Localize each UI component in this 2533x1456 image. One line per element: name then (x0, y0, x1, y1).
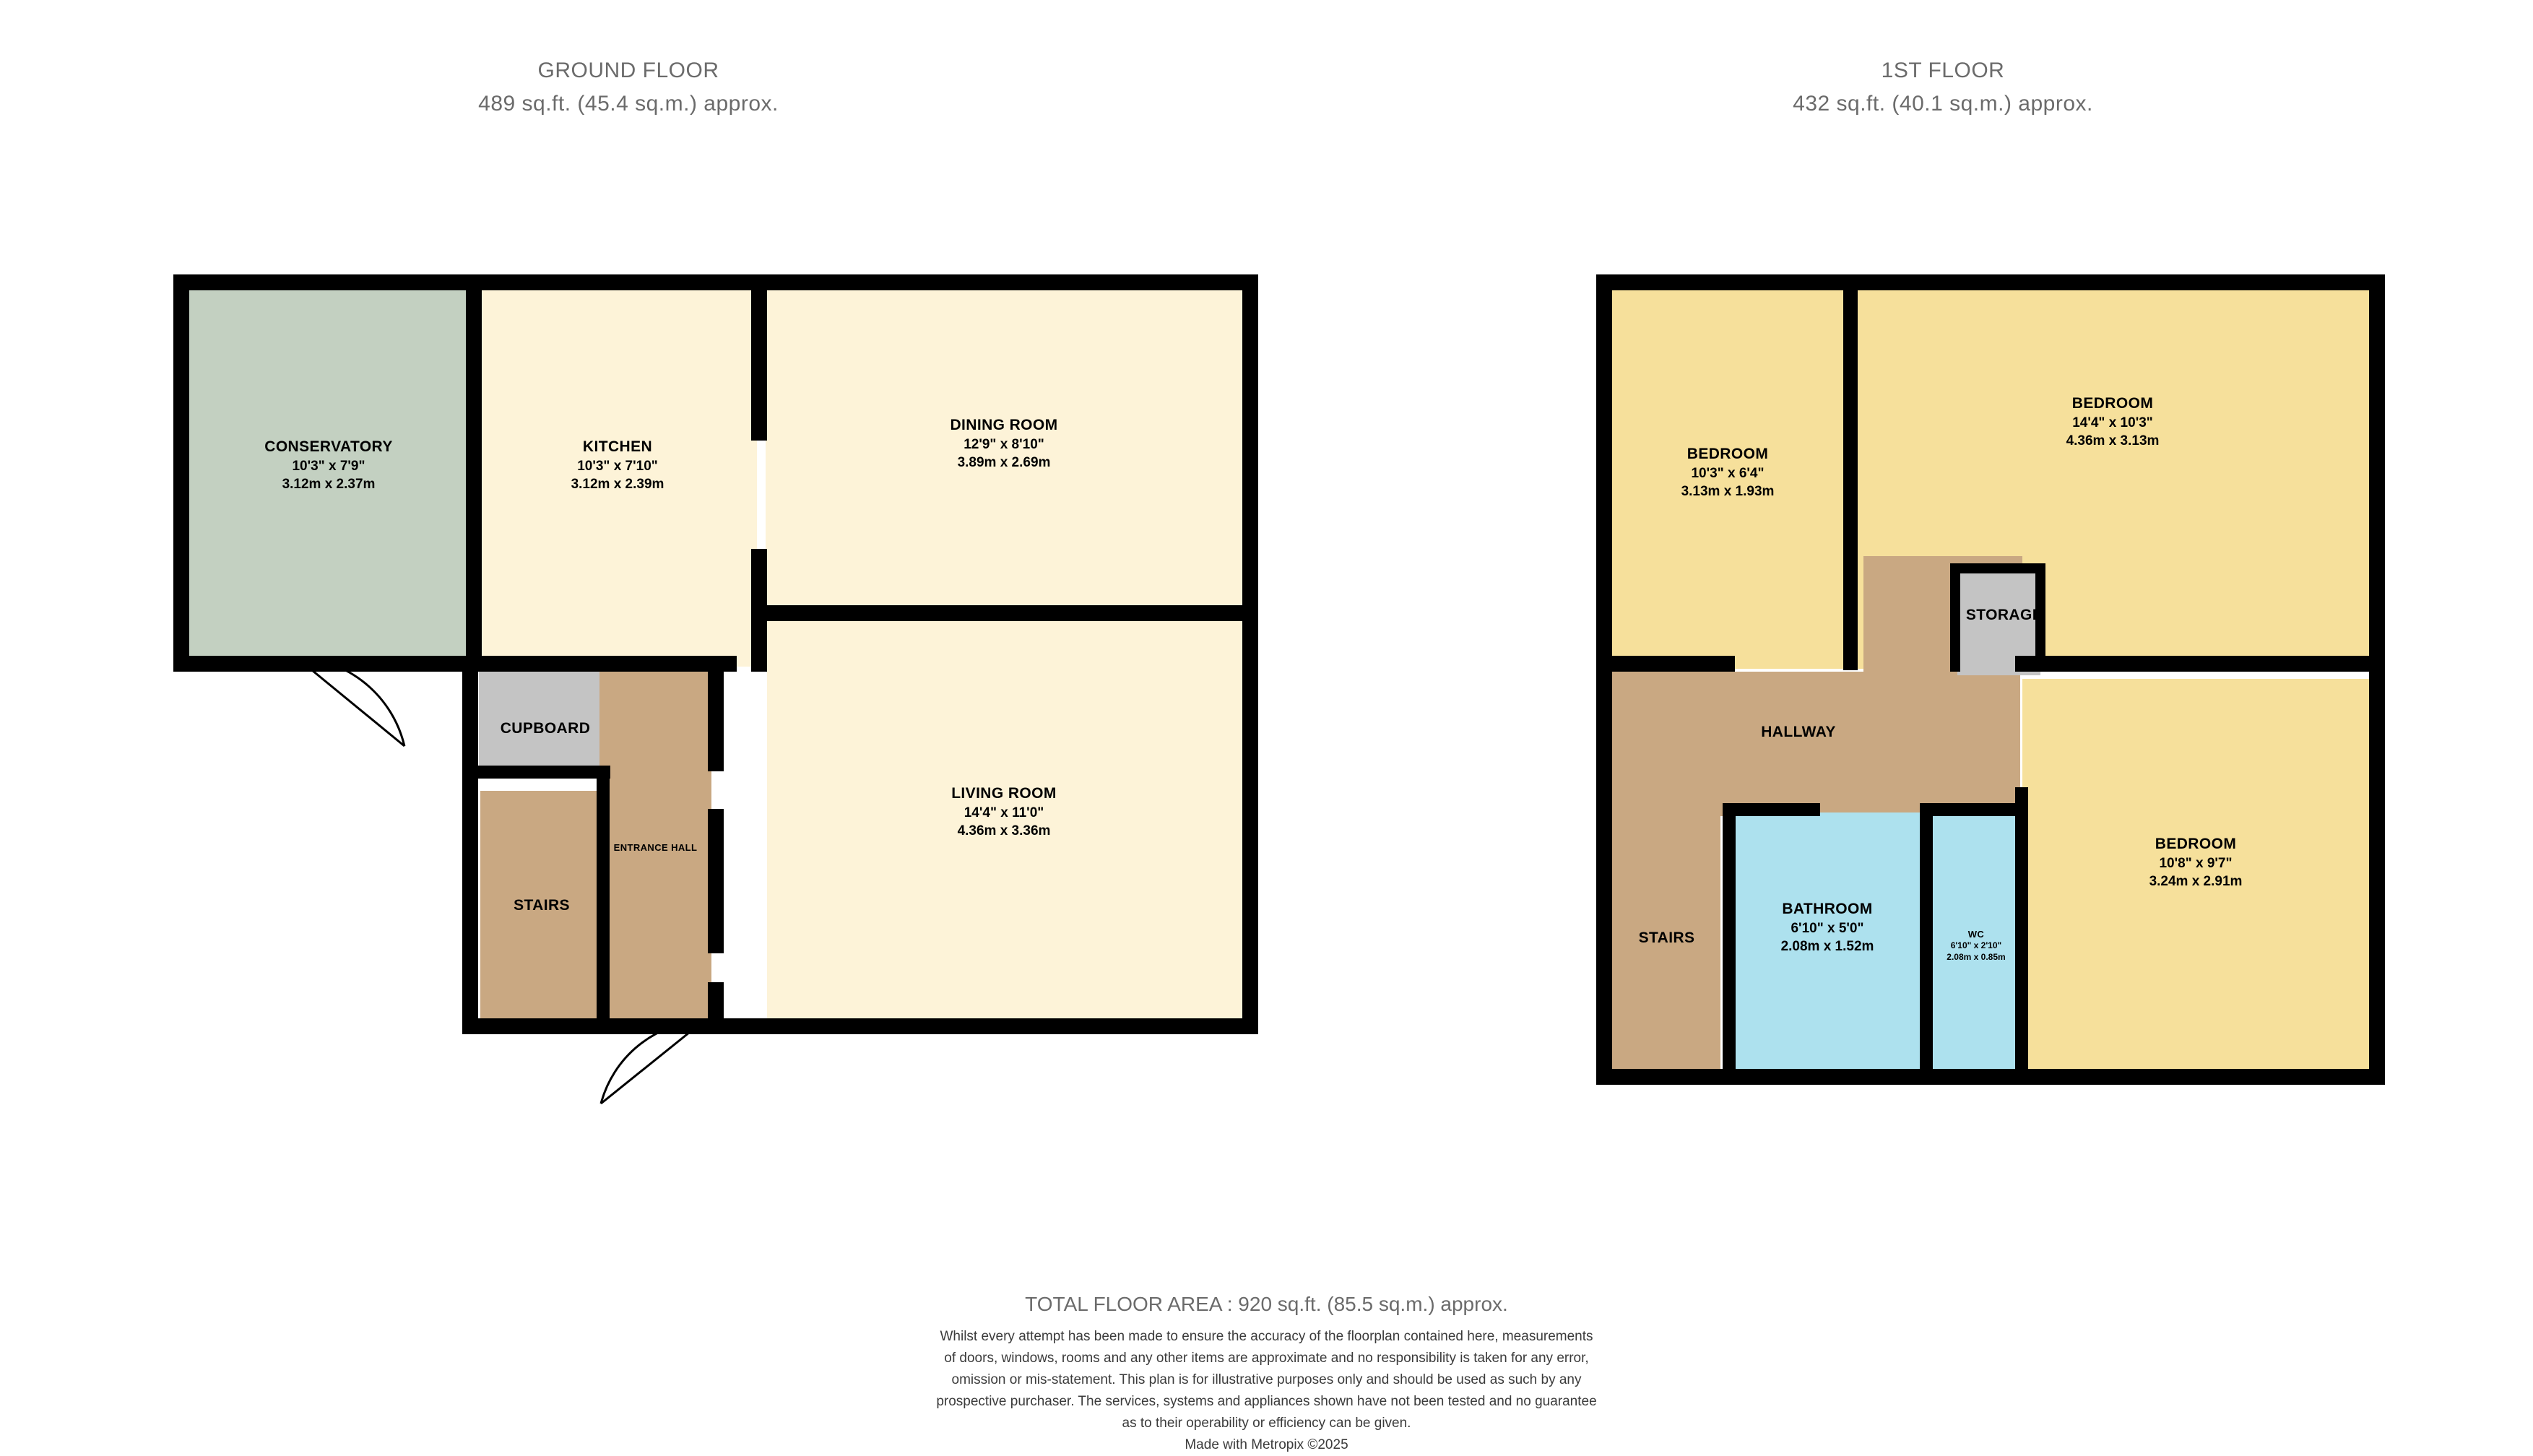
label-dining-room: DINING ROOM 12'9" x 8'10" 3.89m x 2.69m (950, 417, 1058, 470)
footer (0, 1293, 2533, 1456)
label-cupboard: CUPBOARD (500, 720, 591, 737)
first-floor-area: 432 sq.ft. (40.1 sq.m.) approx. (1793, 92, 2093, 116)
label-bedroom-2: BEDROOM 14'4" x 10'3" 4.36m x 3.13m (2066, 395, 2160, 448)
label-hallway: HALLWAY (1761, 724, 1836, 740)
disclaimer-text (0, 1326, 2533, 1456)
wall-storage-top (1950, 563, 2044, 573)
made-with-credit: Made with Metropix ©2025 (1185, 1437, 1348, 1452)
label-wc: WC 6'10" x 2'10" 2.08m x 0.85m (1947, 929, 2006, 962)
disclaimer-line-1: Whilst every attempt has been made to ensure the accuracy of the floorplan contained here, measurements (940, 1329, 1593, 1344)
label-bedroom-3: BEDROOM 10'8" x 9'7" 3.24m x 2.91m (2149, 836, 2243, 889)
disclaimer-line-4: prospective purchaser. The services, systems and appliances shown have not been tested and no guarantee (936, 1394, 1597, 1409)
label-stairs-first: STAIRS (1638, 930, 1695, 946)
label-conservatory: CONSERVATORY 10'3" x 7'9" 3.12m x 2.37m (264, 438, 393, 492)
wall-first-right (2369, 274, 2385, 1083)
wall-first-top (1596, 274, 2383, 290)
label-living-room: LIVING ROOM 14'4" x 11'0" 4.36m x 3.36m (951, 785, 1057, 838)
label-bathroom: BATHROOM 6'10" x 5'0" 2.08m x 1.52m (1780, 901, 1874, 954)
wall-first-bottom (1596, 1069, 2385, 1085)
ground-floor-area: 489 sq.ft. (45.4 sq.m.) approx. (478, 92, 779, 116)
label-bedroom-1: BEDROOM 10'3" x 6'4" 3.13m x 1.93m (1681, 446, 1775, 499)
disclaimer-line-3: omission or mis-statement. This plan is for illustrative purposes only and should be used as such by any (951, 1372, 1582, 1387)
disclaimer-line-5: as to their operability or efficiency can be given. (1122, 1416, 1411, 1431)
room-hallway-fill (1612, 672, 2020, 816)
label-kitchen: KITCHEN 10'3" x 7'10" 3.12m x 2.39m (571, 438, 664, 492)
label-storage: STORAGE (1965, 607, 2043, 623)
wall-wc-top (1920, 803, 2025, 816)
wall-bedroom-bottom-left (1612, 656, 1735, 672)
ground-floor-title: GROUND FLOOR (537, 58, 719, 82)
disclaimer-line-2: of doors, windows, rooms and any other items are approximate and no responsibility is taken for any error, (944, 1351, 1589, 1366)
label-stairs-ground: STAIRS (514, 897, 570, 914)
first-floor-title: 1ST FLOOR (1881, 58, 2005, 82)
wall-first-left (1596, 274, 1612, 1083)
wall-hall-bottom-first (1723, 803, 1820, 816)
total-floor-area: TOTAL FLOOR AREA : 920 sq.ft. (85.5 sq.m.) approx. (1025, 1293, 1508, 1315)
label-entrance-hall: ENTRANCE HALL (613, 842, 698, 853)
wall-bedroom2-bottom (2015, 656, 2385, 672)
